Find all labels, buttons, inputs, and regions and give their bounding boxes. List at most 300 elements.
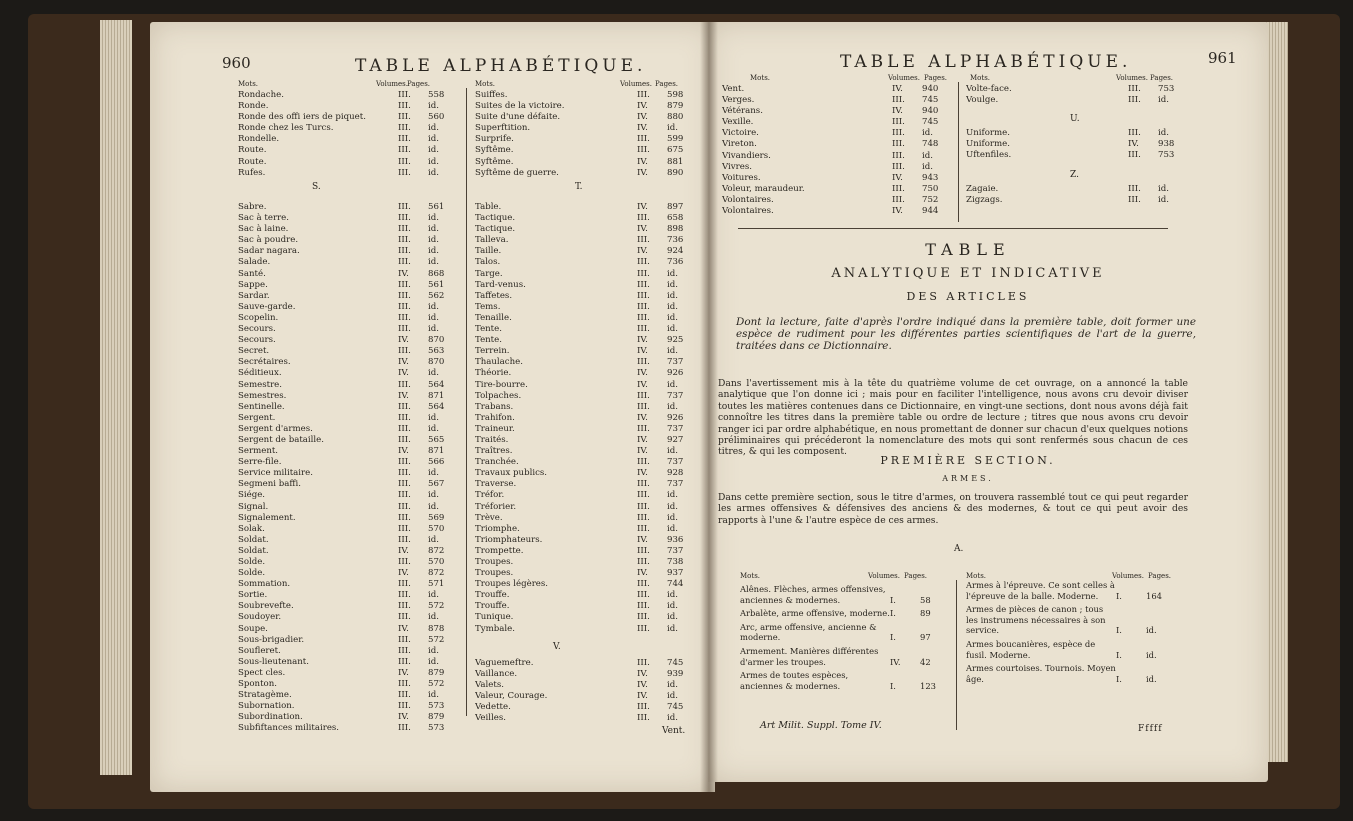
entry-page: id. [667, 446, 678, 457]
entry-page: id. [428, 690, 439, 701]
entry-word: Syftême de guerre. [475, 167, 559, 178]
entry-volume: III. [637, 579, 650, 590]
entry-page: 570 [428, 523, 445, 534]
index-entry [475, 257, 697, 268]
entry-word: Théorie. [475, 368, 512, 379]
index-entry [475, 446, 697, 457]
index-entry [740, 646, 950, 667]
entry-volume: III. [637, 590, 650, 601]
entry-volume: III. [637, 279, 650, 290]
letter-heading-z: Z. [1070, 170, 1079, 180]
entry-word: Subfiftances militaires. [238, 723, 340, 734]
entry-volume: III. [398, 479, 411, 490]
index-entry [238, 657, 458, 668]
bottom-col1-list [740, 584, 950, 694]
entry-volume: III. [637, 713, 650, 724]
entry-page: 744 [667, 579, 684, 590]
entry-volume: III. [398, 601, 411, 612]
entry-word: Taille. [475, 246, 502, 257]
index-entry [238, 435, 458, 446]
left-col1-r-list [238, 90, 458, 179]
left-column-divider [466, 88, 467, 716]
index-entry [475, 479, 697, 490]
entry-page: 570 [428, 557, 445, 567]
index-entry [238, 157, 458, 168]
entry-page: 924 [667, 246, 684, 257]
entry-volume: III. [637, 423, 650, 434]
entry-volume: III. [637, 257, 650, 268]
entry-page: 878 [428, 623, 445, 634]
index-entry [475, 490, 697, 501]
index-entry [238, 90, 458, 101]
index-entry [238, 624, 458, 635]
index-entry [238, 701, 458, 712]
entry-word: Traverse. [475, 479, 517, 490]
entry-page: id. [667, 379, 678, 390]
index-entry [238, 468, 458, 479]
entry-word: Sardar. [238, 290, 270, 301]
entry-word: Uniforme. [966, 128, 1010, 138]
entry-page: id. [428, 368, 439, 379]
entry-volume: III. [637, 523, 650, 534]
index-entry [238, 579, 458, 590]
entry-volume: III. [637, 145, 650, 156]
entry-word: Tente. [475, 324, 502, 335]
entry-page: 599 [667, 134, 684, 145]
entry-volume: IV. [637, 246, 648, 257]
index-entry [475, 123, 697, 134]
entry-word: Route. [238, 145, 267, 156]
entry-word: Zigzags. [966, 195, 1003, 206]
entry-volume: III. [398, 434, 411, 445]
entry-page: 598 [667, 90, 684, 100]
index-entry [238, 280, 458, 291]
index-entry [722, 162, 952, 173]
entry-volume: III. [398, 123, 411, 134]
index-entry [238, 213, 458, 224]
entry-page: id. [428, 167, 439, 178]
right-page-number: 961 [1208, 49, 1237, 67]
index-entry [722, 117, 952, 128]
entry-word: Surprife. [475, 134, 514, 145]
bottom-col1-header-volumes: Volumes. [868, 572, 900, 580]
entry-volume: IV. [637, 446, 648, 457]
index-entry [966, 580, 1176, 601]
entry-volume: III. [398, 145, 411, 156]
entry-page: id. [667, 312, 678, 323]
entry-word: Syftême. [475, 145, 514, 156]
entry-word: Salade. [238, 257, 271, 268]
entry-word: Trouffe. [475, 590, 510, 601]
entry-volume: III. [637, 557, 650, 567]
entry-page: id. [428, 235, 439, 246]
letter-heading-s: S. [312, 182, 321, 192]
entry-page: id. [428, 490, 439, 501]
entry-volume: III. [398, 279, 411, 290]
entry-volume: III. [398, 645, 411, 656]
intro-paragraph: Dans l'avertissement mis à la tête du quatrième volume de cet ouvrage, on a annoncé la table analytique que l'on donne ici ; mais pour en faciliter l'intelligence, nous avons cru devoir diviser toutes les matières contenues dans ce Dictionnaire, en vingt-une sections, dont nous avons déjà fait connoître les titres dans la première table ou ordre de lecture ; titres que nous avons cru devoir ranger ici par ordre alphabétique, en nous promettant de donner sur chacun d'eux quelques notions préliminaires qui précéderont la nomenclature des mots qui sont renfermés sous chacun de ces titres, & qui les composent. [718, 378, 1188, 458]
entry-volume: III. [398, 412, 411, 423]
entry-word: Secrétaires. [238, 357, 291, 368]
index-entry [966, 604, 1176, 636]
entry-page: id. [922, 150, 933, 161]
entry-word: Verges. [722, 95, 755, 106]
entry-volume: IV. [637, 346, 648, 357]
entry-volume: III. [398, 401, 411, 412]
entry-word: Sommation. [238, 579, 291, 590]
entry-volume: III. [398, 224, 411, 235]
index-entry [238, 357, 458, 368]
entry-volume: IV. [892, 106, 903, 117]
entry-word: Armes de toutes espèces, anciennes & modernes. [740, 670, 849, 691]
index-entry [475, 368, 697, 379]
entry-volume: III. [892, 161, 905, 172]
index-entry [966, 663, 1176, 684]
index-entry [238, 457, 458, 468]
index-entry [475, 346, 697, 357]
entry-volume: IV. [637, 224, 648, 235]
entry-volume: III. [1128, 128, 1141, 138]
entry-volume: III. [637, 401, 650, 412]
entry-page: id. [428, 224, 439, 235]
entry-volume: III. [892, 117, 905, 128]
index-entry [722, 184, 952, 195]
entry-page: 879 [667, 101, 684, 112]
entry-word: Vexille. [722, 117, 754, 128]
entry-word: Sergent d'armes. [238, 423, 313, 434]
entry-word: Serre-file. [238, 457, 282, 468]
entry-word: Uftenfiles. [966, 150, 1012, 161]
section-title: PREMIÈRE SECTION. [880, 454, 1056, 467]
entry-word: Troupes. [475, 568, 514, 579]
book-gutter [700, 22, 718, 792]
index-entry [238, 546, 458, 557]
entry-word: Sous-brigadier. [238, 634, 305, 645]
entry-page: 566 [428, 457, 445, 468]
entry-page: 897 [667, 202, 684, 212]
entry-volume: III. [892, 95, 905, 106]
entry-page: id. [428, 123, 439, 134]
entry-page: 752 [922, 194, 939, 205]
entry-volume: III. [398, 634, 411, 645]
entry-page: 737 [667, 423, 684, 434]
index-entry [475, 157, 697, 168]
index-entry [238, 335, 458, 346]
entry-page: id. [428, 101, 439, 112]
right-col1-header-volumes: Volumes. [888, 74, 920, 82]
index-entry [475, 145, 697, 156]
entry-volume: IV. [637, 568, 648, 579]
index-entry [475, 324, 697, 335]
entry-volume: IV. [398, 623, 409, 634]
entry-word: Arbalète, arme offensive, moderne. [740, 608, 890, 619]
entry-volume: IV. [398, 712, 409, 723]
entry-page: 561 [428, 202, 445, 212]
entry-word: Tenaille. [475, 312, 512, 323]
entry-word: Solde. [238, 568, 266, 579]
index-entry [475, 546, 697, 557]
index-entry [238, 490, 458, 501]
entry-page: 737 [667, 390, 684, 401]
entry-page: id. [667, 713, 678, 724]
index-entry [966, 639, 1176, 660]
entry-page: id. [428, 534, 439, 545]
left-col1-s-list [238, 202, 458, 735]
entry-word: Sauve-garde. [238, 301, 296, 312]
entry-word: Tire-bourre. [475, 379, 528, 390]
entry-volume: III. [398, 301, 411, 312]
left-catchword: Vent. [662, 726, 686, 736]
index-entry [238, 291, 458, 302]
footer-left: Art Milit. Suppl. Tome IV. [760, 720, 882, 731]
entry-word: Travaux publics. [475, 468, 548, 479]
entry-page: 562 [428, 290, 445, 301]
entry-word: Solde. [238, 557, 266, 567]
index-entry [475, 235, 697, 246]
entry-page: id. [428, 246, 439, 257]
entry-word: Subornation. [238, 701, 295, 712]
entry-word: Triomphe. [475, 523, 520, 534]
entry-volume: IV. [637, 368, 648, 379]
entry-word: Trouffe. [475, 601, 510, 612]
entry-volume: IV. [398, 446, 409, 457]
index-entry [475, 280, 697, 291]
entry-page: 573 [428, 723, 445, 734]
entry-page: 926 [667, 368, 684, 379]
entry-volume: III. [892, 128, 905, 139]
entry-page: 879 [428, 667, 445, 678]
left-col2-t-list [475, 202, 697, 635]
entry-volume: III. [637, 390, 650, 401]
entry-volume: III. [398, 235, 411, 246]
entry-page: 745 [667, 702, 684, 713]
index-entry [238, 324, 458, 335]
bottom-col2-list [966, 580, 1176, 687]
entry-volume: III. [398, 324, 411, 335]
entry-word: Serment. [238, 446, 279, 457]
entry-page: 890 [667, 167, 684, 178]
entry-word: Suiffes. [475, 90, 508, 100]
entry-page: 737 [667, 357, 684, 368]
index-entry [238, 101, 458, 112]
entry-word: Veilles. [475, 713, 506, 724]
entry-page: id. [667, 590, 678, 601]
index-entry [475, 246, 697, 257]
entry-volume: III. [637, 301, 650, 312]
entry-word: Vétérans. [722, 106, 763, 117]
entry-page: id. [667, 612, 678, 623]
right-col2-header-pages: Pages. [1150, 74, 1174, 82]
entry-volume: III. [1128, 150, 1141, 161]
entry-word: Ronde chez les Turcs. [238, 123, 334, 134]
entry-volume: III. [637, 324, 650, 335]
entry-word: Armes boucanières, espèce de fusil. Moderne. [966, 638, 1096, 660]
entry-word: Stratagème. [238, 690, 292, 701]
entry-volume: IV. [398, 268, 409, 279]
entry-volume: III. [637, 357, 650, 368]
entry-word: Voleur, maraudeur. [722, 183, 805, 194]
entry-page: id. [667, 501, 678, 512]
index-entry [238, 712, 458, 723]
index-entry [475, 380, 697, 391]
index-entry [722, 173, 952, 184]
index-entry [722, 95, 952, 106]
entry-page: 567 [428, 479, 445, 490]
entry-page: 164 [1146, 590, 1162, 601]
index-entry [238, 145, 458, 156]
entry-word: Route. [238, 156, 267, 167]
entry-page: 561 [428, 279, 445, 290]
index-entry [475, 624, 697, 635]
entry-word: Semestre. [238, 379, 282, 390]
entry-page: 880 [667, 112, 684, 123]
letter-heading-u: U. [1070, 114, 1080, 124]
index-entry [475, 302, 697, 313]
entry-word: Sadar nagara. [238, 246, 300, 257]
index-entry [238, 568, 458, 579]
right-rule [738, 228, 1168, 229]
entry-page: 938 [1158, 139, 1175, 150]
entry-page: id. [428, 423, 439, 434]
entry-page: id. [667, 680, 678, 691]
index-entry [238, 112, 458, 123]
index-entry [475, 168, 697, 179]
index-entry [475, 335, 697, 346]
entry-volume: IV. [398, 368, 409, 379]
entry-volume: IV. [892, 206, 903, 217]
entry-word: Vent. [722, 84, 745, 94]
entry-volume: III. [398, 101, 411, 112]
entry-word: Vivres. [722, 161, 752, 172]
entry-page: 750 [922, 183, 939, 194]
entry-page: 872 [428, 568, 445, 579]
index-entry [238, 723, 458, 734]
bottom-col1-header-words: Mots. [740, 572, 761, 580]
entry-page: 745 [667, 658, 684, 668]
entry-word: Armement. Manières différentes d'armer les troupes. [740, 645, 879, 667]
entry-page: id. [667, 512, 678, 523]
entry-page: 939 [667, 669, 684, 680]
left-col1-header-words: Mots. [238, 80, 259, 88]
entry-word: Superftition. [475, 123, 531, 134]
index-entry [475, 101, 697, 112]
index-entry [238, 557, 458, 568]
entry-word: Sous-lieutenant. [238, 656, 309, 667]
entry-volume: IV. [637, 123, 648, 134]
entry-page: 89 [920, 608, 931, 619]
entry-word: Traineur. [475, 423, 515, 434]
entry-page: 737 [667, 479, 684, 490]
entry-word: Vaillance. [475, 669, 518, 680]
entry-word: Volontaires. [722, 206, 774, 217]
entry-page: 928 [667, 468, 684, 479]
index-entry [238, 590, 458, 601]
entry-volume: III. [398, 557, 411, 567]
index-entry [966, 128, 1188, 139]
entry-word: Ronde. [238, 101, 269, 112]
entry-page: 97 [920, 632, 931, 643]
entry-page: 940 [922, 84, 939, 94]
entry-volume: III. [892, 194, 905, 205]
entry-page: id. [667, 268, 678, 279]
index-entry [475, 291, 697, 302]
index-entry [238, 235, 458, 246]
entry-page: id. [1158, 95, 1169, 106]
entry-page: 737 [667, 545, 684, 556]
entry-volume: IV. [637, 680, 648, 691]
entry-page: id. [428, 145, 439, 156]
entry-volume: IV. [637, 379, 648, 390]
entry-page: id. [667, 290, 678, 301]
entry-page: id. [428, 468, 439, 479]
index-entry [238, 413, 458, 424]
entry-volume: I. [1116, 673, 1122, 684]
entry-volume: III. [398, 312, 411, 323]
entry-volume: III. [637, 623, 650, 634]
entry-page: 871 [428, 390, 445, 401]
entry-volume: III. [637, 90, 650, 100]
entry-word: Vireton. [722, 139, 757, 150]
index-entry [475, 680, 697, 691]
index-entry [475, 391, 697, 402]
index-entry [966, 139, 1188, 150]
entry-word: Secret. [238, 346, 270, 357]
entry-page: 898 [667, 224, 684, 235]
entry-volume: III. [398, 90, 411, 100]
entry-page: id. [667, 523, 678, 534]
entry-page: id. [667, 324, 678, 335]
entry-volume: III. [398, 523, 411, 534]
right-page [708, 22, 1268, 782]
entry-page: 564 [428, 379, 445, 390]
entry-volume: I. [1116, 590, 1122, 601]
entry-volume: III. [398, 534, 411, 545]
index-entry [722, 206, 952, 217]
entry-word: Thaulache. [475, 357, 523, 368]
entry-word: Subordination. [238, 712, 303, 723]
entry-page: 572 [428, 679, 445, 690]
entry-page: 572 [428, 634, 445, 645]
entry-volume: III. [1128, 84, 1141, 94]
index-entry [966, 195, 1188, 206]
entry-word: Armes à l'épreuve. Ce sont celles à l'épreuve de la balle. Moderne. [966, 580, 1115, 601]
index-entry [475, 502, 697, 513]
entry-volume: IV. [398, 667, 409, 678]
entry-volume: III. [398, 167, 411, 178]
entry-page: id. [667, 401, 678, 412]
index-entry [475, 713, 697, 724]
entry-page: id. [1146, 625, 1157, 636]
entry-volume: I. [890, 608, 896, 619]
index-entry [238, 612, 458, 623]
entry-word: Tard-venus. [475, 279, 526, 290]
index-entry [740, 608, 950, 619]
entry-volume: IV. [637, 534, 648, 545]
entry-page: 738 [667, 557, 684, 567]
entry-page: 926 [667, 412, 684, 423]
index-entry [475, 691, 697, 702]
entry-word: Service militaire. [238, 468, 313, 479]
index-entry [238, 346, 458, 357]
entry-page: id. [667, 601, 678, 612]
entry-page: id. [1158, 195, 1169, 206]
entry-page: 569 [428, 512, 445, 523]
entry-word: Vaguemeftre. [475, 658, 534, 668]
entry-word: Tactique. [475, 224, 516, 235]
entry-volume: III. [1128, 95, 1141, 106]
entry-page: 558 [428, 90, 445, 100]
entry-word: Table. [475, 202, 502, 212]
